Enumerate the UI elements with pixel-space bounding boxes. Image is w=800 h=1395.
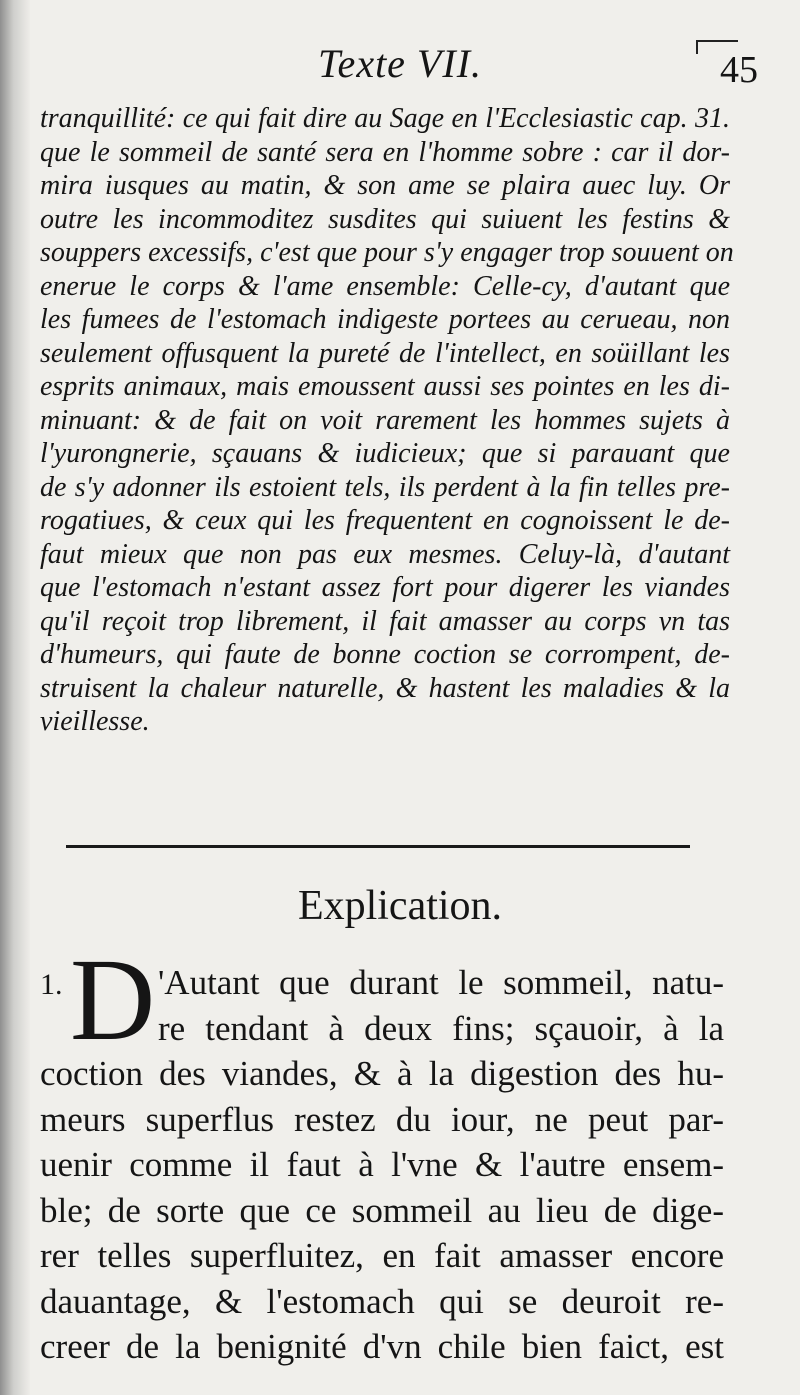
text-line: re tendant à deux fins; sçauoir, à la — [158, 1008, 724, 1048]
text-line: que l'estomach n'estant assez fort pour digerer les viandes — [40, 572, 730, 603]
text-line: les fumees de l'estomach indigeste portees au cerueau, non — [40, 304, 730, 335]
text-line: mira iusques au matin, & son ame se plaira auec luy. Or — [40, 170, 730, 201]
explication-text-block — [40, 960, 724, 1370]
text-line: 'Autant que durant le sommeil, natu- — [158, 963, 724, 1002]
text-line: minuant: & de fait on voit rarement les hommes sujets à — [40, 404, 730, 436]
text-line: ble; de sorte que ce sommeil au lieu de dige- — [40, 1190, 724, 1230]
text-line: que le sommeil de santé sera en l'homme sobre : car il dor- — [40, 136, 730, 168]
drop-cap: D — [70, 934, 156, 1065]
text-line: d'humeurs, qui faute de bonne coction se corrompent, de- — [40, 639, 730, 670]
text-line: souppers excessifs, c'est que pour s'y engager trop souuent on — [40, 237, 734, 268]
text-line: tranquillité: ce qui fait dire au Sage en l'Ecclesiastic cap. 31. — [40, 103, 730, 134]
text-line: outre les incommoditez susdites qui suiuent les festins & — [40, 203, 730, 235]
italic-text-block — [40, 102, 734, 739]
text-line: vieillesse. — [40, 706, 150, 737]
page-number: 45 — [720, 49, 758, 91]
section-title: Explication. — [297, 883, 503, 929]
text-line: rogatiues, & ceux qui les frequentent en cognoissent le de- — [40, 505, 730, 536]
text-line: enerue le corps & l'ame ensemble: Celle-cy, d'autant que — [40, 270, 730, 302]
text-line: coction des viandes, & à la digestion des hu- — [40, 1054, 724, 1093]
text-line: seulement offusquent la pureté de l'intellect, en soüillant les — [40, 337, 730, 369]
text-line: l'yurongnerie, sçauans & iudicieux; que si parauant que — [40, 438, 730, 469]
running-title: Texte VII. — [317, 41, 483, 86]
text-line: faut mieux que non pas eux mesmes. Celuy-là, d'autant — [40, 538, 730, 570]
text-line: de s'y adonner ils estoient tels, ils perdent à la fin telles pre- — [40, 471, 730, 503]
page-gutter-shadow — [0, 0, 30, 1395]
horizontal-rule — [66, 845, 690, 848]
text-line: uenir comme il faut à l'vne & l'autre ensem- — [40, 1145, 724, 1184]
text-line: meurs superflus restez du iour, ne peut par- — [40, 1099, 724, 1139]
text-line: dauantage, & l'estomach qui se deuroit re- — [40, 1281, 724, 1321]
text-line: struisent la chaleur naturelle, & hastent les maladies & la — [40, 672, 730, 704]
text-line: rer telles superfluitez, en fait amasser encore — [40, 1236, 724, 1275]
text-line: esprits animaux, mais emoussent aussi ses pointes en les di- — [40, 371, 730, 402]
text-line: qu'il reçoit trop librement, il fait amasser au corps vn tas — [40, 605, 730, 637]
paragraph-number: 1. — [40, 968, 63, 1001]
text-line: creer de la benignité d'vn chile bien faict, est — [40, 1327, 724, 1366]
